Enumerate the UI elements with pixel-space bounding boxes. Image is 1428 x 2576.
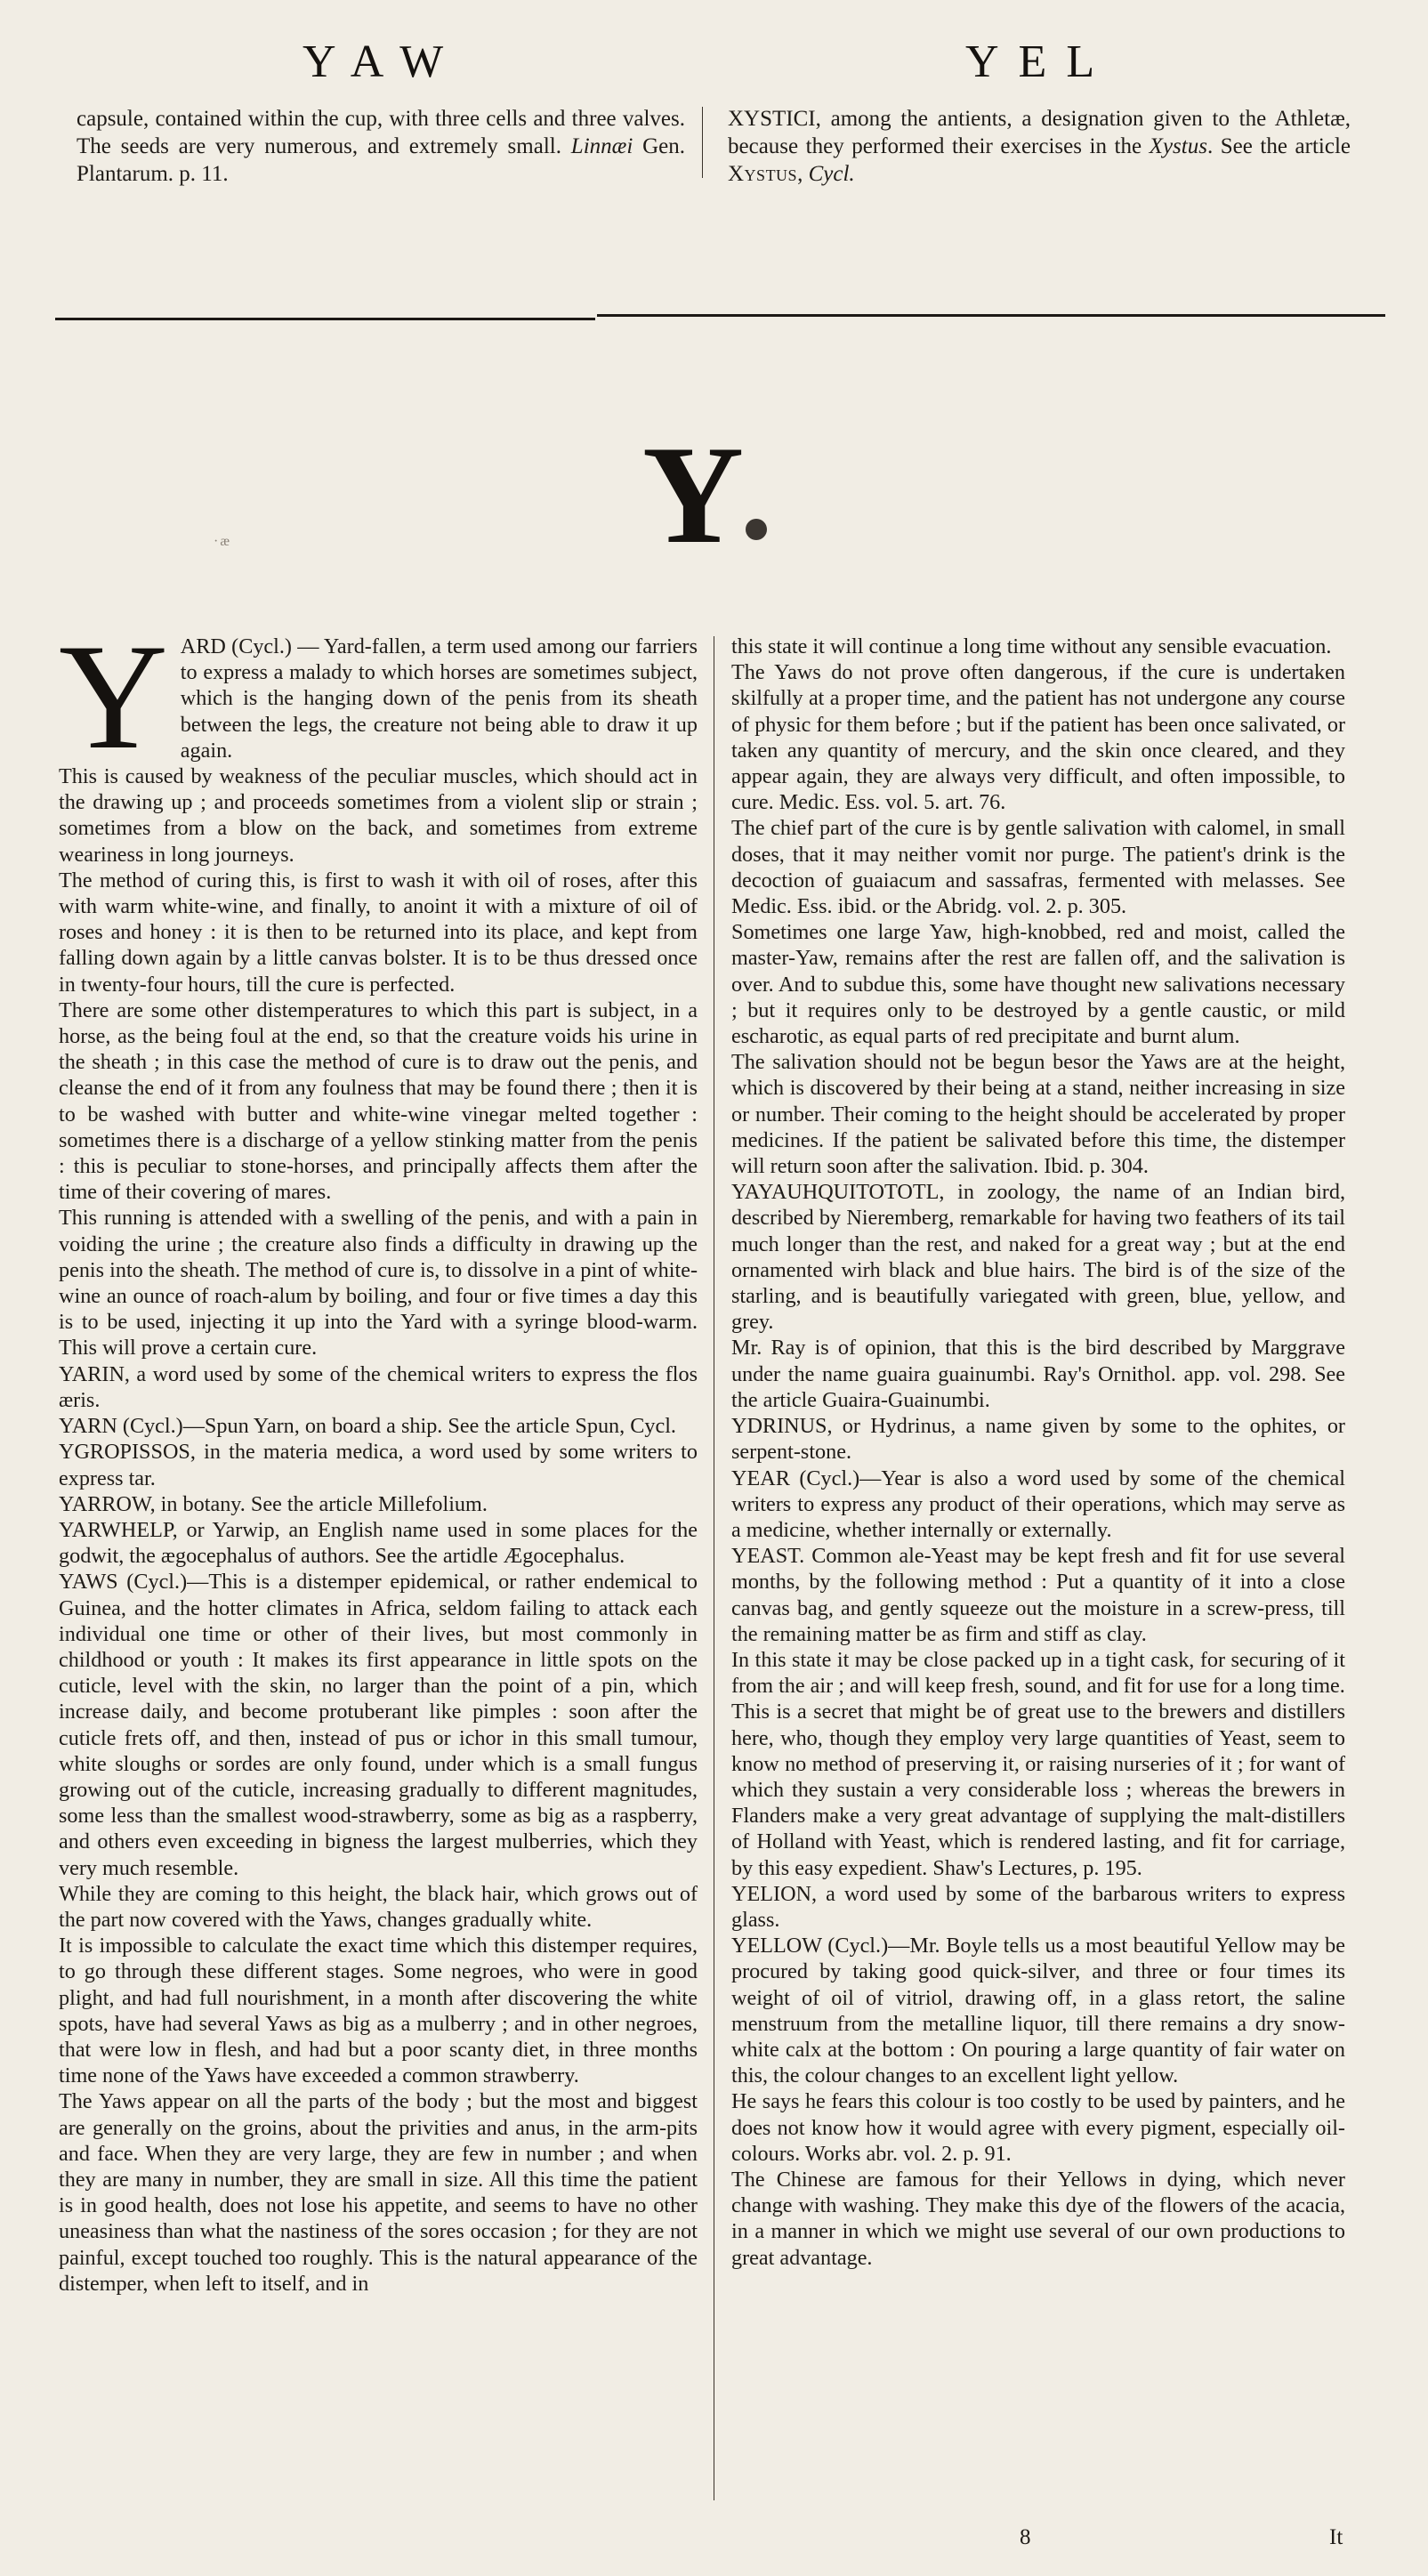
entry-yaws-p8	[731, 1049, 1345, 1179]
entry-text: YAWS (Cycl.)—This is a distemper epidemical, or rather endemical to Guinea, and the hotter climates in Africa, seldom failing to attack each individual one time or other of their lives, but most commonly in childhood or youth : It makes its first appearance in little spots on the cuticle, level with the skin, no larger than the point of a pin, which increase daily, and become protuberant like pimples : soon after the cuticle frets off, and then, instead of pus or ichor in this small tumour, white sloughs or sordes are only found, under which is a small fungus growing out of the cuticle, increasing gradually to different magnitudes, some less than the smallest wood-strawberry, some as big as a raspberry, and others even exceeding in bigness the largest mulberries, which they very much resemble.	[59, 1570, 698, 1880]
entry-yellow-p2	[731, 2088, 1345, 2167]
xystus-ref: Xystus	[728, 162, 798, 186]
top-right-entry-xystici	[728, 105, 1351, 188]
entry-text: The salivation should not be begun besor the Yaws are at the height, which is discovered by their being at a stand, neither increasing in size or number. Their coming to the height should be accelerated by proper medicines. If the patient be salivated before this time, the distemper will return soon after the salivation. Ibid. p. 304.	[731, 1050, 1345, 1179]
top-left-cite: Linnæi	[570, 134, 633, 158]
entry-yelion	[731, 1881, 1345, 1933]
entry-text: YAYAUHQUITOTOTL, in zoology, the name of an Indian bird, described by Nieremberg, remarkable for having two feathers of its tail much longer than the rest, and naked for a great way ; but at the end ornamented wirh black and blue hairs. The bird is of the size of the starling, and is beautifully variegated with green, blue, yellow, and grey.	[731, 1180, 1345, 1335]
entry-yellow	[731, 1933, 1345, 2088]
section-letter-period	[746, 519, 767, 540]
section-rule-left	[55, 318, 595, 320]
entry-text: YELLOW (Cycl.)—Mr. Boyle tells us a most beautiful Yellow may be procured by taking good quick-silver, and three or four times its weight of oil of vitriol, drawing off, in a glass retort, the saline menstruum from the metalline liquor, till there remains a dry snow-white calx at the bottom : On pouring a large quantity of fair water on this, the colour changes to an excellent light yellow.	[731, 1934, 1345, 2088]
entry-text: YARROW, in botany. See the article Millefolium.	[59, 1491, 488, 1516]
entry-text: The method of curing this, is first to wash it with oil of roses, after this with warm white-wine, and finally, to anoint it with a mixture of oil of roses and honey : it is then to be returned into its place, and kept from falling down again by a little canvas bolster. It is to be thus dressed once in twenty-four hours, till the cure is perfected.	[59, 868, 698, 997]
section-letter: Y	[642, 417, 745, 573]
entry-text: The Chinese are famous for their Yellows in dying, which never change with washing. They make this dye of the flowers of the acacia, in a manner in which we might use several of our own productions to great advantage.	[731, 2167, 1345, 2270]
entry-text: There are some other distemperatures to which this part is subject, in a horse, as the being foul at the end, so that the creature voids his urine in the sheath ; in this case the method of cure is to draw out the penis, and cleanse the end of it from any foulness that may be found there ; then it is to be washed with butter and white-wine vinegar melted together : sometimes there is a discharge of a yellow stinking matter from the penis : this is peculiar to stone-horses, and principally affects them after the time of their covering of mares.	[59, 997, 698, 1205]
entry-text: YEAR (Cycl.)—Year is also a word used by some of the chemical writers to express any product of their operations, which may serve as a medicine, whether internally or externally.	[731, 1466, 1345, 1542]
entry-yellow-p3	[731, 2167, 1345, 2271]
xystici-sep: ,	[797, 162, 809, 186]
entry-yeast	[731, 1543, 1345, 1647]
entry-text: YARWHELP, or Yarwip, an English name used in some places for the godwit, the ægocephalus of authors. See the artidle Ægocephalus.	[59, 1517, 698, 1569]
xystici-headword: XYSTICI	[728, 107, 816, 131]
entry-text: In this state it may be close packed up in a tight cask, for securing of it from the air ; and will keep fresh, sound, and fit for use for a long time.	[731, 1647, 1345, 1699]
entry-text: YGROPISSOS, in the materia medica, a word used by some writers to express tar.	[59, 1440, 698, 1490]
entry-ydrinus	[731, 1413, 1345, 1465]
entry-yeast-p3	[731, 1699, 1345, 1880]
entry-yaws-p4	[59, 2088, 698, 2297]
signature-mark: 8	[1020, 2525, 1031, 2549]
entry-yard-p5	[59, 1205, 698, 1361]
entry-yaws-p5	[731, 659, 1345, 815]
drop-cap: Y	[59, 613, 168, 780]
entry-text: YARIN, a word used by some of the chemical writers to express the flos æris.	[59, 1361, 698, 1412]
entry-text: He says he fears this colour is too costly to be used by painters, and he does not know how it would agree with every pigment, especially oil-colours. Works abr. vol. 2. p. 91.	[731, 2089, 1345, 2166]
entry-text: ARD (Cycl.) — Yard-fallen, a term used among our farriers to express a malady to which horses are sometimes subject, which is the hanging down of the penis from its sheath between the legs, the creature not being able to draw it up again.	[180, 634, 698, 763]
entry-yarwhelp	[59, 1517, 698, 1569]
entry-yaws-p3	[59, 1933, 698, 2088]
entry-text: The Yaws appear on all the parts of the body ; but the most and biggest are generally on the groins, about the privities and anus, in the arm-pits and face. When they are very large, they are few in number ; and when they are many in number, they are small in size. All this time the patient is in good health, does not lose his appetite, and seems to have no other uneasiness than what the nastiness of the sores occasion ; for they are not painful, except touched too roughly. This is the natural appearance of the distemper, when left to itself, and in	[59, 2089, 698, 2296]
entry-year	[731, 1466, 1345, 1544]
stray-mark: ·æ	[214, 534, 231, 549]
running-head-left: YAW	[303, 36, 464, 87]
entry-text: This running is attended with a swelling of the penis, and with a pain in voiding the urine ; the creature also finds a difficulty in drawing up the penis into the sheath. The method of cure is, to dissolve in a pint of white-wine an ounce of roach-alum by boiling, and four or five times a day this is to be used, injecting it up into the Yard with a syringe blood-warm. This will prove a certain cure.	[59, 1206, 698, 1361]
entry-yarrow	[59, 1491, 698, 1517]
entry-yaws-p7	[731, 919, 1345, 1049]
top-column-divider	[702, 107, 703, 178]
xystus-italic: Xystus	[1149, 134, 1207, 158]
entry-yeast-p2	[731, 1647, 1345, 1699]
entry-text: YARN (Cycl.)—Spun Yarn, on board a ship. See the article Spun, Cycl.	[59, 1414, 676, 1439]
entry-yarin	[59, 1361, 698, 1413]
left-column	[59, 613, 698, 2297]
top-left-text-end: Gen. Plantarum. p. 11.	[77, 134, 685, 186]
entry-text: this state it will continue a long time without any sensible evacuation.	[731, 634, 1332, 658]
right-column	[731, 634, 1345, 2271]
entry-yard-p3	[59, 868, 698, 997]
section-rule-right	[597, 314, 1385, 317]
entry-text: YEAST. Common ale-Yeast may be kept fresh and fit for use several months, by the following method : Put a quantity of it into a close canvas bag, and gently squeeze out the moisture in a screw-press, till the remaining matter be as firm and stiff as clay.	[731, 1544, 1345, 1646]
entry-text: YELION, a word used by some of the barbarous writers to express glass.	[731, 1881, 1345, 1932]
xystici-cycl: Cycl.	[808, 162, 855, 186]
entry-text: Sometimes one large Yaw, high-knobbed, red and moist, called the master-Yaw, remains after the rest are fallen off, and the salivation is over. And to subdue this, some have thought new salivations necessary ; but it requires only to be destroyed by a gentle caustic, or mild escharotic, as equal parts of red precipitate and burnt alum.	[731, 920, 1345, 1049]
entry-text: This is a secret that might be of great use to the brewers and distillers here, who, though they employ very large quantities of Yeast, seem to know no method of preserving it, or raising nurseries of it ; for want of which they sustain a very considerable loss ; whereas the brewers in Flanders make a very great advantage of supplying the malt-distillers of Holland with Yeast, which is rendered lasting, and fit for carriage, by this easy expedient. Shaw's Lectures, p. 195.	[731, 1700, 1345, 1880]
top-left-fragment	[77, 105, 685, 188]
entry-yaws-cont	[731, 634, 1345, 659]
entry-text: This is caused by weakness of the peculiar muscles, which should act in the drawing up ; and proceeds sometimes from a violent slip or strain ; sometimes from a blow on the back, and sometimes from extreme weariness in long journeys.	[59, 764, 698, 867]
entry-text: Mr. Ray is of opinion, that this is the bird described by Marggrave under the name guaira guainumbi. Ray's Ornithol. app. vol. 298. See the article Guaira-Guainumbi.	[731, 1336, 1345, 1412]
entry-text: YDRINUS, or Hydrinus, a name given by some to the ophites, or serpent-stone.	[731, 1414, 1345, 1465]
entry-yard	[59, 613, 698, 780]
entry-yaws	[59, 1569, 698, 1880]
entry-yaws-p6	[731, 815, 1345, 919]
entry-yayauh-p2	[731, 1335, 1345, 1413]
entry-yard-p2	[59, 763, 698, 868]
running-head-right: YEL	[965, 36, 1115, 87]
xystici-see: . See the article	[1206, 134, 1351, 158]
entry-text: While they are coming to this height, the black hair, which grows out of the part now covered with the Yaws, changes gradually white.	[59, 1881, 698, 1932]
entry-text: It is impossible to calculate the exact time which this distemper requires, to go through these different stages. Some negroes, who were in good plight, and had full nourishment, in a month after discovering the white spots, have had several Yaws as big as a mulberry ; and in other negroes, that were low in flesh, and had but a poor scanty diet, in three months time none of the Yaws have exceeded a common strawberry.	[59, 1934, 698, 2088]
entry-yayauhquitototl	[731, 1179, 1345, 1335]
entry-ygropissos	[59, 1439, 698, 1490]
entry-text: The chief part of the cure is by gentle salivation with calomel, in small doses, that it may neither vomit nor purge. The patient's drink is the decoction of guaiacum and sassafras, fermented with melasses. See Medic. Ess. ibid. or the Abridg. vol. 2. p. 305.	[731, 816, 1345, 919]
top-left-text: capsule, contained within the cup, with three cells and three valves. The seeds are very numerous, and extremely small.	[77, 107, 685, 158]
catchword: It	[1329, 2525, 1343, 2549]
entry-yarn	[59, 1413, 698, 1439]
entry-text: The Yaws do not prove often dangerous, if the cure is undertaken skilfully at a proper time, and the patient has not undergone any course of physic for them before ; but if the patient has been once salivated, or taken any quantity of mercury, and the skin once cleared, and they appear again, they are always very difficult, and often impossible, to cure. Medic. Ess. vol. 5. art. 76.	[731, 660, 1345, 815]
xystici-text: , among the antients, a designation given to the Athletæ, because they performed their exercises in the	[728, 107, 1351, 158]
entry-yaws-p2	[59, 1881, 698, 1933]
entry-yard-p4	[59, 997, 698, 1206]
